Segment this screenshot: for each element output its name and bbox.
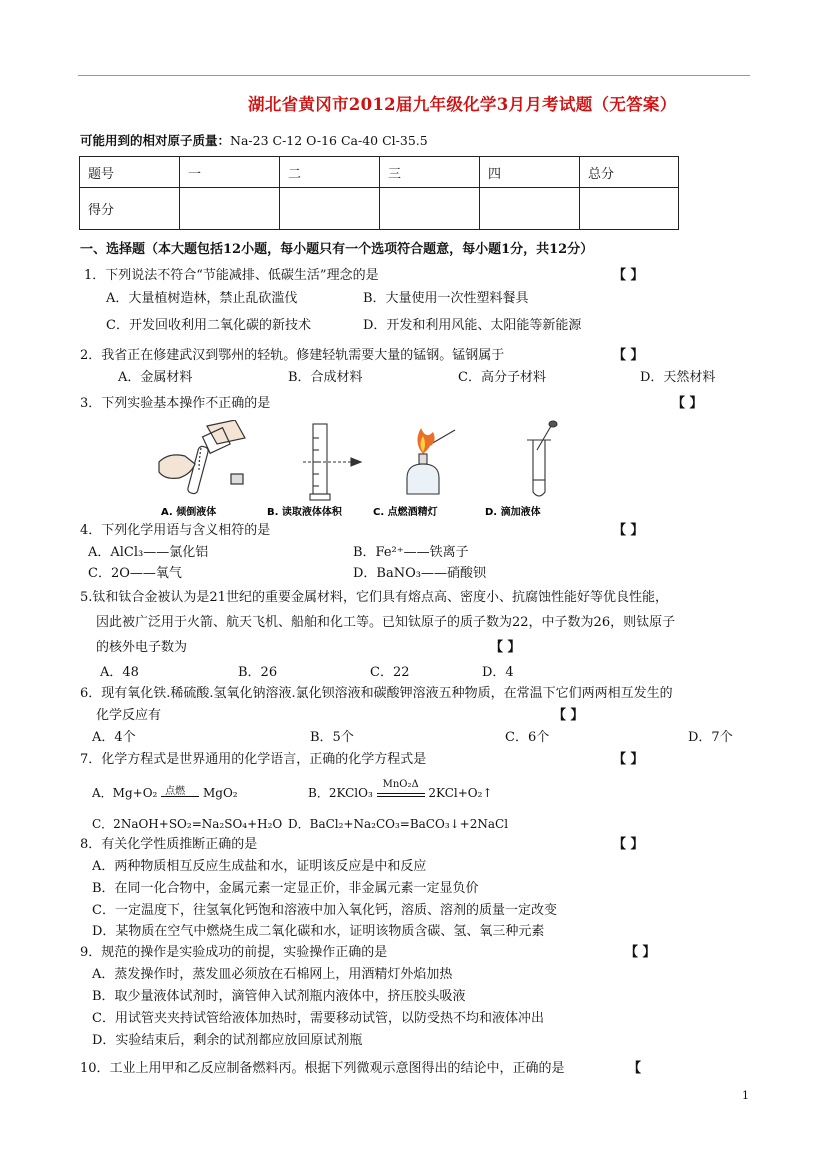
- q2-option-c[interactable]: C．高分子材料: [458, 370, 546, 385]
- q8-option-b[interactable]: B．在同一化合物中，金属元素一定显正价，非金属元素一定显负价: [92, 881, 479, 896]
- table-cell: 题号: [80, 157, 180, 188]
- score-input-cell[interactable]: [180, 188, 280, 230]
- q2-option-d[interactable]: D．天然材料: [640, 370, 716, 385]
- question-10-stem: 10．工业上用甲和乙反应制备燃料丙。根据下列微观示意图得出的结论中，正确的是: [80, 1061, 565, 1076]
- table-cell: 得分: [80, 188, 180, 230]
- reaction-condition: MnO₂Δ: [382, 779, 419, 790]
- table-cell: 二: [280, 157, 380, 188]
- q4-option-b[interactable]: B．Fe²⁺——铁离子: [353, 545, 469, 560]
- pouring-liquid-illustration: [159, 420, 245, 494]
- section-heading: 一、选择题（本大题包括12小题，每小题只有一个选项符合题意，每小题1分，共12分）: [80, 242, 594, 257]
- score-table-score-row: [80, 188, 679, 230]
- q8-option-d[interactable]: D．某物质在空气中燃烧生成二氧化碳和水，证明该物质含碳、氢、氧三种元素: [92, 924, 545, 939]
- figure-caption-a: A. 倾倒液体: [161, 507, 217, 518]
- reaction-arrow: [377, 779, 425, 797]
- q9-option-c[interactable]: C．用试管夹夹持试管给液体加热时，需要移动试管，以防受热不均和液体冲出: [92, 1011, 544, 1026]
- q9-option-a[interactable]: A．蒸发操作时，蒸发皿必须放在石棉网上，用酒精灯外焰加热: [92, 967, 453, 982]
- atomic-mass-values: Na-23 C-12 O-16 Ca-40 Cl-35.5: [230, 133, 428, 148]
- atomic-mass-line: [80, 131, 428, 149]
- score-table-header-row: [80, 157, 679, 188]
- q7-option-b-products: 2KCl+O₂↑: [428, 786, 493, 800]
- q4-option-d[interactable]: D．BaNO₃——硝酸钡: [353, 566, 486, 581]
- q7-option-a[interactable]: [92, 784, 238, 801]
- page-title: 湖北省黄冈市2012届九年级化学3月月考试题（无答案）: [248, 95, 677, 114]
- dropper-illustration: [527, 421, 557, 496]
- q5-option-c[interactable]: C．22: [370, 665, 410, 680]
- q7-option-d[interactable]: D．BaCl₂+Na₂CO₃=BaCO₃↓+2NaCl: [288, 817, 509, 831]
- question-8-stem: 8．有关化学性质推断正确的是: [80, 837, 258, 852]
- q8-option-a[interactable]: A．两种物质相互反应生成盐和水，证明该反应是中和反应: [92, 859, 427, 874]
- answer-bracket[interactable]: 【 】: [613, 752, 644, 767]
- atomic-mass-label: 可能用到的相对原子质量：: [80, 133, 231, 148]
- table-cell: 四: [480, 157, 580, 188]
- question-1-stem: 1．下列说法不符合“节能减排、低碳生活”理念的是: [84, 268, 379, 283]
- score-input-cell[interactable]: [280, 188, 380, 230]
- question-5-line-1: 5.钛和钛合金被认为是21世纪的重要金属材料，它们具有熔点高、密度小、抗腐蚀性能好等优良性能，: [80, 590, 668, 605]
- answer-bracket[interactable]: 【 】: [613, 268, 644, 283]
- reaction-condition: 点燃: [165, 786, 186, 797]
- alcohol-lamp-illustration: [407, 428, 455, 494]
- answer-bracket[interactable]: 【 】: [613, 348, 644, 363]
- answer-bracket[interactable]: 【 】: [613, 837, 644, 852]
- q7-option-a-reactants: A．Mg+O₂: [92, 786, 158, 800]
- answer-bracket[interactable]: 【 】: [625, 945, 656, 960]
- q2-option-b[interactable]: B．合成材料: [288, 370, 363, 385]
- q9-option-b[interactable]: B．取少量液体试剂时，滴管伸入试剂瓶内液体中，挤压胶头吸液: [92, 989, 466, 1004]
- question-2-stem: 2．我省正在修建武汉到鄂州的轻轨。修建轻轨需要大量的锰钢。锰钢属于: [80, 348, 505, 363]
- header-rule: [78, 75, 750, 76]
- score-input-cell[interactable]: [480, 188, 580, 230]
- q5-option-b[interactable]: B．26: [238, 665, 278, 680]
- q2-option-a[interactable]: A．金属材料: [118, 370, 193, 385]
- q6-option-c[interactable]: C．6个: [505, 730, 550, 745]
- table-cell: 三: [380, 157, 480, 188]
- table-cell: 总分: [580, 157, 679, 188]
- q7-option-b[interactable]: [308, 779, 493, 801]
- q9-option-d[interactable]: D．实验结束后，剩余的试剂都应放回原试剂瓶: [92, 1033, 363, 1048]
- answer-bracket[interactable]: 【: [628, 1061, 642, 1076]
- q6-option-a[interactable]: A．4个: [92, 730, 136, 745]
- q5-option-a[interactable]: A．48: [100, 665, 139, 680]
- q8-option-c[interactable]: C．一定温度下，往氢氧化钙饱和溶液中加入氧化钙，溶质、溶剂的质量一定改变: [92, 903, 557, 918]
- question-5-line-3: 的核外电子数为: [96, 640, 188, 655]
- q4-option-a[interactable]: A．AlCl₃——氯化铝: [88, 545, 209, 560]
- question-9-stem: 9．规范的操作是实验成功的前提，实验操作正确的是: [80, 945, 388, 960]
- q6-option-d[interactable]: D．7个: [688, 730, 733, 745]
- figure-caption-d: D. 滴加液体: [485, 507, 541, 518]
- question-3-stem: 3．下列实验基本操作不正确的是: [80, 396, 271, 411]
- score-input-cell[interactable]: [380, 188, 480, 230]
- question-7-stem: 7．化学方程式是世界通用的化学语言，正确的化学方程式是: [80, 752, 427, 767]
- question-5-line-2: 因此被广泛用于火箭、航天飞机、船舶和化工等。已知钛原子的质子数为22，中子数为26，则钛原子: [96, 615, 676, 630]
- q1-option-d[interactable]: D．开发和利用风能、太阳能等新能源: [363, 318, 582, 333]
- reaction-arrow: [161, 786, 199, 797]
- figure-caption-b: B. 读取液体体积: [267, 507, 342, 518]
- question-4-stem: 4．下列化学用语与含义相符的是: [80, 523, 271, 538]
- q4-option-c[interactable]: C．2O——氧气: [88, 566, 182, 581]
- table-cell: 一: [180, 157, 280, 188]
- measuring-cylinder-illustration: [303, 424, 361, 500]
- score-table: [79, 156, 679, 230]
- q1-option-c[interactable]: C．开发回收利用二氧化碳的新技术: [106, 318, 311, 333]
- answer-bracket[interactable]: 【 】: [553, 708, 584, 723]
- q1-option-b[interactable]: B．大量使用一次性塑料餐具: [363, 291, 529, 306]
- score-input-cell[interactable]: [580, 188, 679, 230]
- q7-option-b-reactants: B．2KClO₃: [308, 786, 373, 800]
- figure-caption-c: C. 点燃酒精灯: [373, 507, 438, 518]
- q6-option-b[interactable]: B．5个: [310, 730, 354, 745]
- q1-option-a[interactable]: A．大量植树造林，禁止乱砍滥伐: [106, 291, 298, 306]
- answer-bracket[interactable]: 【 】: [672, 396, 703, 411]
- lab-operations-figure: [155, 420, 580, 520]
- q7-option-a-products: MgO₂: [203, 786, 238, 800]
- q5-option-d[interactable]: D．4: [482, 665, 514, 680]
- page-number: 1: [742, 1089, 749, 1102]
- question-6-line-1: 6．现有氧化铁.稀硫酸.氢氧化钠溶液.氯化钡溶液和碳酸钾溶液五种物质，在常温下它们两两相互发生的: [80, 686, 673, 701]
- answer-bracket[interactable]: 【 】: [613, 523, 644, 538]
- question-6-line-2: 化学反应有: [96, 708, 162, 723]
- q7-option-c[interactable]: C．2NaOH+SO₂=Na₂SO₄+H₂O: [92, 817, 283, 831]
- answer-bracket[interactable]: 【 】: [490, 640, 521, 655]
